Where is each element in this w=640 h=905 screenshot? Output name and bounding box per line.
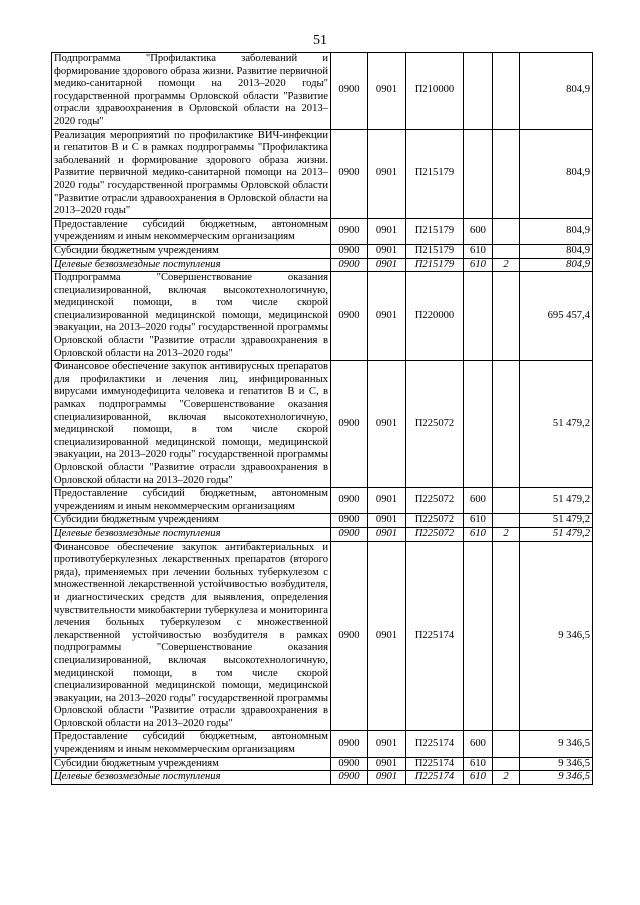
row-ved: 0900 [331, 53, 368, 130]
row-src [493, 731, 520, 757]
row-name: Предоставление субсидий бюджетным, автономным учреждениям и иным некоммерческим организациям [52, 218, 331, 244]
row-amount: 51 479,2 [520, 514, 593, 528]
row-name: Финансовое обеспечение закупок антивирусных препаратов для профилактики и лечения лиц, инфицированных вирусами иммунодефицита человека и гепатитов В и С, в рамках подпрограммы "Совершенствование оказания специализированной, включая высокотехнологичную, медицинской помощи, в том числе скорой специализированной медицинской помощи, медицинской эвакуации, на 2013–2020 годы" государственной программы Орловской области "Развитие отрасли здравоохранения в Орловской области на 2013–2020 годы" [52, 361, 331, 488]
row-src [493, 361, 520, 488]
row-rz: 0901 [368, 541, 406, 731]
row-src [493, 514, 520, 528]
row-cs: П215179 [406, 258, 464, 272]
row-cs: П210000 [406, 53, 464, 130]
row-amount: 9 346,5 [520, 771, 593, 785]
row-vr: 610 [464, 771, 493, 785]
row-amount: 804,9 [520, 258, 593, 272]
row-rz: 0901 [368, 272, 406, 361]
row-name: Предоставление субсидий бюджетным, автономным учреждениям и иным некоммерческим организациям [52, 488, 331, 514]
table-row [52, 258, 593, 272]
row-src: 2 [493, 527, 520, 541]
row-cs: П215179 [406, 129, 464, 218]
row-amount: 804,9 [520, 53, 593, 130]
table-row [52, 272, 593, 361]
row-amount: 695 457,4 [520, 272, 593, 361]
row-name: Субсидии бюджетным учреждениям [52, 514, 331, 528]
row-rz: 0901 [368, 514, 406, 528]
table-row [52, 244, 593, 258]
row-amount: 804,9 [520, 129, 593, 218]
row-rz: 0901 [368, 244, 406, 258]
row-amount: 9 346,5 [520, 731, 593, 757]
row-name: Реализация мероприятий по профилактике ВИЧ-инфекции и гепатитов В и С в рамках подпрограммы "Профилактика заболеваний и формирование здорового образа жизни. Развитие первичной медико-санитарной помощи на 2013–2020 годы" государственной программы Орловской области "Развитие отрасли здравоохранения в Орловской области на 2013–2020 годы" [52, 129, 331, 218]
row-src [493, 488, 520, 514]
row-name: Целевые безвозмездные поступления [52, 527, 331, 541]
row-name: Подпрограмма "Профилактика заболеваний и формирование здорового образа жизни. Развитие первичной медико-санитарной помощи на 2013–2020 годы" государственной программы Орловской области "Развитие отрасли здравоохранения в Орловской области на 2013–2020 годы" [52, 53, 331, 130]
row-name: Субсидии бюджетным учреждениям [52, 757, 331, 771]
row-src: 2 [493, 258, 520, 272]
row-ved: 0900 [331, 129, 368, 218]
table-row [52, 541, 593, 731]
row-name: Предоставление субсидий бюджетным, автономным учреждениям и иным некоммерческим организациям [52, 731, 331, 757]
row-amount: 51 479,2 [520, 488, 593, 514]
row-src [493, 129, 520, 218]
row-cs: П225174 [406, 731, 464, 757]
row-vr: 610 [464, 258, 493, 272]
row-cs: П225072 [406, 514, 464, 528]
row-amount: 9 346,5 [520, 757, 593, 771]
table-row [52, 527, 593, 541]
row-cs: П225174 [406, 757, 464, 771]
row-amount: 804,9 [520, 218, 593, 244]
row-rz: 0901 [368, 771, 406, 785]
row-ved: 0900 [331, 218, 368, 244]
row-src [493, 53, 520, 130]
row-rz: 0901 [368, 361, 406, 488]
row-rz: 0901 [368, 129, 406, 218]
row-cs: П215179 [406, 244, 464, 258]
row-vr: 610 [464, 244, 493, 258]
row-name: Целевые безвозмездные поступления [52, 258, 331, 272]
row-cs: П215179 [406, 218, 464, 244]
row-vr: 610 [464, 527, 493, 541]
row-ved: 0900 [331, 527, 368, 541]
row-src [493, 244, 520, 258]
row-rz: 0901 [368, 218, 406, 244]
row-rz: 0901 [368, 488, 406, 514]
row-name: Подпрограмма "Совершенствование оказания специализированной, включая высокотехнологичную, медицинской помощи, в том числе скорой специализированной медицинской помощи, медицинской эвакуации, на 2013–2020 годы" государственной программы Орловской области "Развитие отрасли здравоохранения в Орловской области на 2013–2020 годы" [52, 272, 331, 361]
row-rz: 0901 [368, 757, 406, 771]
row-cs: П220000 [406, 272, 464, 361]
row-vr: 610 [464, 514, 493, 528]
row-ved: 0900 [331, 771, 368, 785]
row-vr [464, 272, 493, 361]
row-amount: 804,9 [520, 244, 593, 258]
row-cs: П225174 [406, 541, 464, 731]
row-src [493, 757, 520, 771]
table-row [52, 731, 593, 757]
table-row [52, 218, 593, 244]
row-src: 2 [493, 771, 520, 785]
row-rz: 0901 [368, 258, 406, 272]
row-name: Субсидии бюджетным учреждениям [52, 244, 331, 258]
row-ved: 0900 [331, 488, 368, 514]
budget-table [51, 52, 593, 785]
row-vr [464, 361, 493, 488]
row-name: Целевые безвозмездные поступления [52, 771, 331, 785]
row-src [493, 541, 520, 731]
row-ved: 0900 [331, 258, 368, 272]
row-src [493, 218, 520, 244]
row-rz: 0901 [368, 53, 406, 130]
row-ved: 0900 [331, 361, 368, 488]
table-row [52, 361, 593, 488]
table-row [52, 757, 593, 771]
row-name: Финансовое обеспечение закупок антибактериальных и противотуберкулезных лекарственных препаратов (второго ряда), применяемых при лечении больных туберкулезом с множественной лекарственной устойчивостью возбудителя, и диагностических средств для выявления, определения чувствительности микобактерии туберкулеза и мониторинга лечения больных туберкулезом с множественной лекарственной устойчивостью возбудителя в рамках подпрограммы "Совершенствование оказания специализированной, включая высокотехнологичную, медицинской помощи, в том числе скорой специализированной медицинской помощи, медицинской эвакуации, на 2013–2020 годы" государственной программы Орловской области "Развитие отрасли здравоохранения в Орловской области на 2013–2020 годы" [52, 541, 331, 731]
row-ved: 0900 [331, 244, 368, 258]
row-amount: 51 479,2 [520, 361, 593, 488]
row-amount: 9 346,5 [520, 541, 593, 731]
table-row [52, 771, 593, 785]
row-cs: П225072 [406, 361, 464, 488]
row-vr [464, 53, 493, 130]
row-vr [464, 129, 493, 218]
table-row [52, 488, 593, 514]
page-number: 51 [313, 33, 327, 48]
row-src [493, 272, 520, 361]
row-ved: 0900 [331, 272, 368, 361]
table-row [52, 129, 593, 218]
row-ved: 0900 [331, 514, 368, 528]
row-vr: 600 [464, 731, 493, 757]
table-row [52, 514, 593, 528]
row-vr: 610 [464, 757, 493, 771]
row-cs: П225174 [406, 771, 464, 785]
table-row [52, 53, 593, 130]
row-ved: 0900 [331, 541, 368, 731]
row-cs: П225072 [406, 488, 464, 514]
row-ved: 0900 [331, 757, 368, 771]
row-rz: 0901 [368, 731, 406, 757]
row-amount: 51 479,2 [520, 527, 593, 541]
row-vr: 600 [464, 488, 493, 514]
row-vr [464, 541, 493, 731]
row-vr: 600 [464, 218, 493, 244]
row-rz: 0901 [368, 527, 406, 541]
row-ved: 0900 [331, 731, 368, 757]
row-cs: П225072 [406, 527, 464, 541]
